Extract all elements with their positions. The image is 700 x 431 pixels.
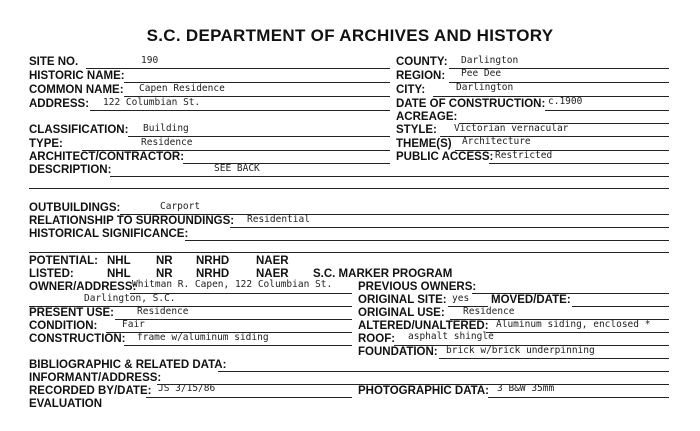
photographic-value: 3 B&W 35mm (497, 383, 555, 394)
county-label: COUNTY: (396, 56, 448, 68)
public-access-value: Restricted (495, 150, 553, 161)
bibliographic-label: BIBLIOGRAPHIC & RELATED DATA: (29, 359, 227, 371)
city-label: CITY: (396, 84, 426, 96)
present-use-line (115, 319, 352, 320)
relationship-label: RELATIONSHIP TO SURROUNDINGS: (29, 215, 235, 227)
original-site-label: ORIGINAL SITE: (358, 294, 447, 306)
public-access-line (489, 163, 669, 164)
form-title: S.C. DEPARTMENT OF ARCHIVES AND HISTORY (146, 26, 554, 45)
construction-value: frame w/aluminum siding (137, 332, 269, 343)
foundation-value: brick w/brick underpinning (446, 345, 595, 356)
moved-date-label: MOVED/DATE: (491, 294, 571, 306)
listed-nr: NR (156, 268, 173, 280)
listed-label: LISTED: (29, 268, 74, 280)
classification-value: Building (143, 123, 189, 134)
informant-label: INFORMANT/ADDRESS: (29, 372, 162, 384)
date-of-construction-line (545, 110, 669, 111)
original-use-value: Residence (463, 306, 515, 317)
relationship-value: Residential (247, 214, 310, 225)
recorded-by-label: RECORDED BY/DATE: (29, 385, 152, 397)
roof-value: asphalt shingle (408, 331, 494, 342)
relationship-line (230, 227, 669, 228)
roof-label: ROOF: (358, 333, 396, 345)
sc-marker-program-label: S.C. MARKER PROGRAM (313, 268, 453, 280)
architect-label: ARCHITECT/CONTRACTOR: (29, 151, 185, 163)
listed-nrhd: NRHD (196, 268, 230, 280)
recorded-by-line (146, 397, 352, 398)
owner-address-value-2: Darlington, S.C. (84, 293, 176, 304)
description-value: SEE BACK (214, 163, 260, 174)
date-of-construction-value: c.1900 (548, 96, 583, 107)
address-value: 122 Columbian St. (103, 97, 201, 108)
date-of-construction-label: DATE OF CONSTRUCTION: (396, 98, 546, 110)
region-label: REGION: (396, 70, 446, 82)
address-label: ADDRESS: (29, 98, 90, 110)
significance-extra-line (29, 252, 669, 253)
style-value: Victorian vernacular (454, 123, 569, 134)
address-line (90, 110, 390, 111)
original-use-label: ORIGINAL USE: (358, 307, 445, 319)
public-access-label: PUBLIC ACCESS: (396, 151, 494, 163)
condition-value: Fair (122, 319, 145, 330)
historical-significance-line (185, 240, 669, 241)
altered-label: ALTERED/UNALTERED: (358, 320, 489, 332)
present-use-value: Residence (137, 306, 189, 317)
style-label: STYLE: (396, 124, 437, 136)
construction-line (124, 345, 352, 346)
previous-owners-label: PREVIOUS OWNERS: (358, 281, 477, 293)
potential-nhl: NHL (107, 255, 131, 267)
themes-value: Architecture (462, 136, 531, 147)
condition-label: CONDITION: (29, 320, 98, 332)
county-value: Darlington (461, 55, 519, 66)
moved-date-line (572, 306, 669, 307)
description-label: DESCRIPTION: (29, 164, 112, 176)
listed-nhl: NHL (107, 268, 131, 280)
classification-label: CLASSIFICATION: (29, 124, 129, 136)
outbuildings-label: OUTBUILDINGS: (29, 202, 121, 214)
type-value: Residence (141, 137, 193, 148)
themes-label: THEME(S) (396, 138, 452, 150)
present-use-label: PRESENT USE: (29, 307, 114, 319)
foundation-line (439, 358, 669, 359)
evaluation-label: EVALUATION (29, 398, 103, 410)
common-name-label: COMMON NAME: (29, 84, 124, 96)
altered-value: Aluminum siding, enclosed * (496, 319, 651, 330)
construction-label: CONSTRUCTION: (29, 333, 126, 345)
potential-nr: NR (156, 255, 173, 267)
potential-nrhd: NRHD (196, 255, 230, 267)
region-value: Pee Dee (461, 68, 502, 79)
photographic-line (488, 397, 669, 398)
historic-name-label: HISTORIC NAME: (29, 70, 125, 82)
potential-label: POTENTIAL: (29, 255, 98, 267)
site-no-label: SITE NO. (29, 56, 79, 68)
historical-significance-label: HISTORICAL SIGNIFICANCE: (29, 228, 189, 240)
original-site-value: yes (452, 293, 470, 304)
description-line (110, 176, 669, 177)
acreage-label: ACREAGE: (396, 111, 458, 123)
city-value: Darlington (456, 82, 514, 93)
description-extra-line (29, 188, 669, 189)
bibliographic-line (218, 371, 669, 372)
site-no-line (86, 68, 390, 69)
potential-naer: NAER (256, 255, 289, 267)
foundation-label: FOUNDATION: (358, 346, 438, 358)
common-name-value: Capen Residence (139, 83, 225, 94)
listed-naer: NAER (256, 268, 289, 280)
altered-line (486, 332, 669, 333)
type-label: TYPE: (29, 138, 63, 150)
outbuildings-value: Carport (160, 201, 201, 212)
owner-address-value: Whitman R. Capen, 122 Columbian St. (132, 279, 333, 290)
owner-address-label: OWNER/ADDRESS: (29, 281, 137, 293)
photographic-label: PHOTOGRAPHIC DATA: (358, 385, 489, 397)
recorded-by-value: JS 3/15/86 (158, 383, 216, 394)
site-no-value: 190 (141, 55, 159, 66)
